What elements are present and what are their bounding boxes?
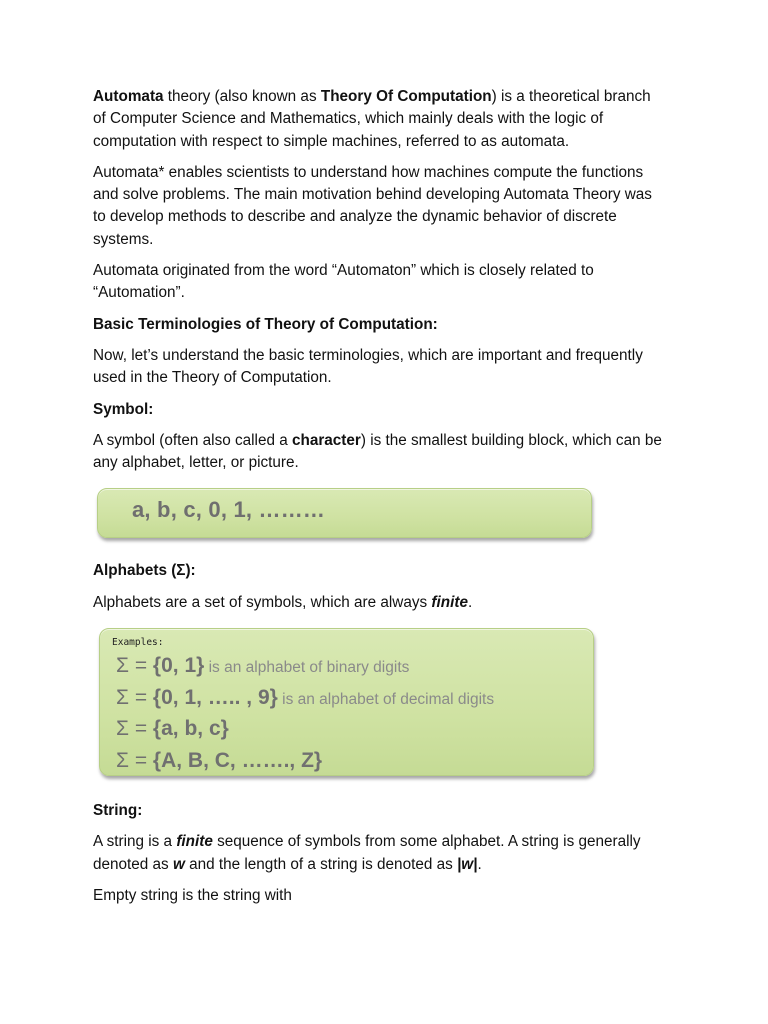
term-theory-of-computation: Theory Of Computation bbox=[320, 88, 492, 105]
alphabet-examples-box bbox=[99, 628, 594, 776]
origin-paragraph: Automata originated from the word “Automaton” which is closely related to “Automation”. bbox=[93, 262, 594, 302]
alphabet-example-row: Σ = {0, 1, ….. , 9} is an alphabet of decimal digits bbox=[116, 685, 495, 709]
term-automata: Automata bbox=[93, 88, 164, 105]
terminologies-paragraph: Now, let’s understand the basic terminologies, which are important and frequently used in the Theory of Computation. bbox=[93, 346, 643, 387]
symbol-paragraph: A symbol (often also called a character) is the smallest building block, which can be any alphabet, letter, or picture. bbox=[93, 431, 662, 472]
alphabet-example-row: Σ = {a, b, c} bbox=[116, 717, 229, 741]
term-character: character bbox=[291, 431, 361, 449]
symbol-example-box: a, b, c, 0, 1, ……… bbox=[97, 488, 592, 538]
motivation-paragraph: Automata* enables scientists to understand how machines compute the functions and solve problems. The main motivation behind developing Automata Theory was to develop methods to describe and analyze the dynamic behavior of discrete systems. bbox=[93, 163, 652, 248]
examples-label: Examples: bbox=[112, 637, 164, 649]
alphabet-example-row: Σ = {0, 1} is an alphabet of binary digits bbox=[116, 654, 410, 678]
string-paragraph: A string is a finite sequence of symbols from some alphabet. A string is generally denoted as w and the length of a string is denoted as |w|. bbox=[93, 833, 641, 873]
empty-string-paragraph: Empty string is the string with bbox=[93, 886, 292, 904]
document-body bbox=[93, 86, 663, 916]
heading-symbol: Symbol: bbox=[93, 400, 154, 418]
term-finite: finite bbox=[431, 593, 468, 611]
intro-paragraph: Automata theory (also known as Theory Of Computation) is a theoretical branch of Computer Science and Mathematics, which mainly deals with the logic of computation with respect to simple machines, referred to as automata. bbox=[93, 88, 651, 150]
heading-alphabets: Alphabets (Σ): bbox=[93, 562, 196, 580]
alphabets-paragraph: Alphabets are a set of symbols, which are always finite. bbox=[93, 593, 473, 611]
heading-string: String: bbox=[93, 802, 143, 820]
alphabet-example-row: Σ = {A, B, C, ……., Z} bbox=[116, 748, 323, 772]
heading-basic-terminologies: Basic Terminologies of Theory of Computation: bbox=[93, 315, 438, 333]
